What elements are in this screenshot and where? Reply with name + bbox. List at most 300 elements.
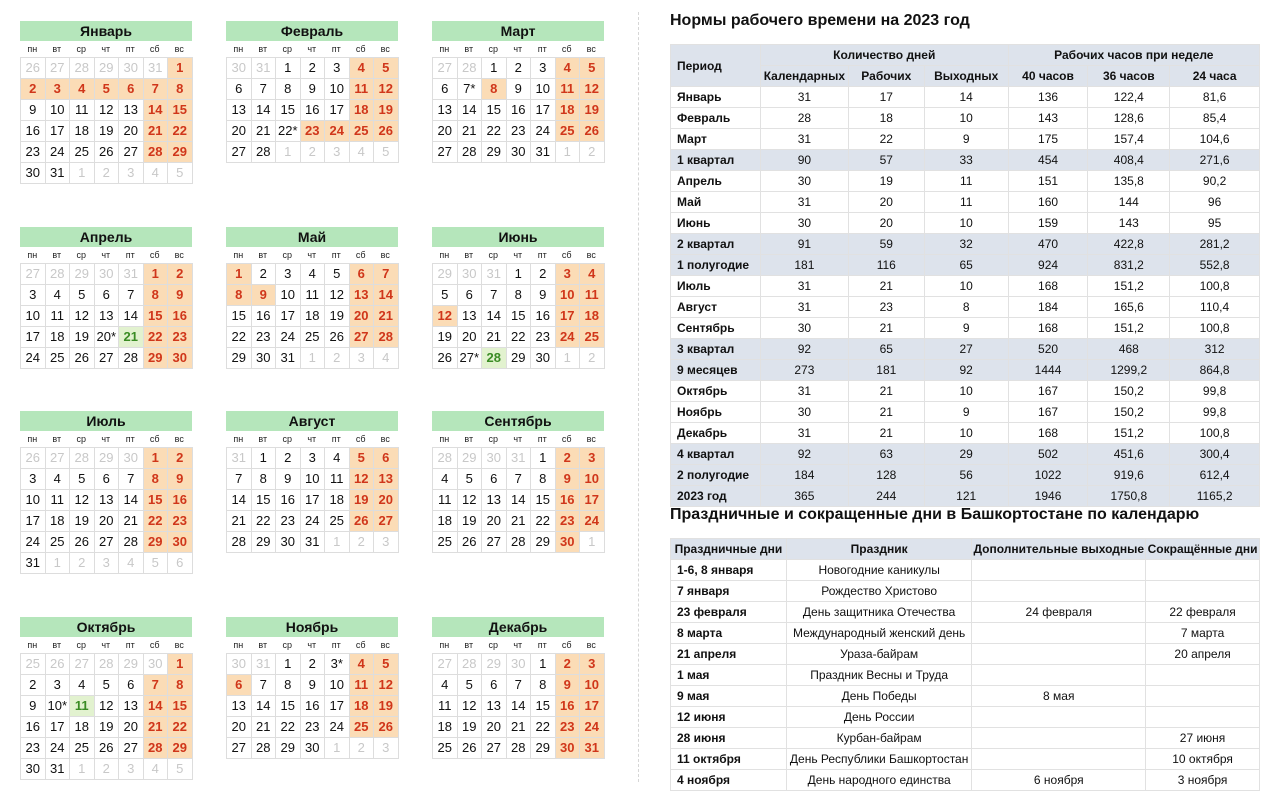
workday-cell: 30 — [531, 348, 556, 369]
value-cell: 454 — [1008, 150, 1088, 171]
month-calendar — [226, 617, 398, 759]
days-grid — [432, 263, 605, 369]
value-cell: 90,2 — [1170, 171, 1260, 192]
value-cell: 20 — [848, 213, 924, 234]
adjacent-month-day: 3 — [374, 738, 399, 759]
column-divider — [638, 12, 639, 782]
workday-cell: 26 — [70, 348, 95, 369]
weekday-label: сб — [149, 44, 160, 54]
period-cell: 9 месяцев — [671, 360, 761, 381]
workday-cell: 25 — [433, 738, 458, 759]
workday-cell: 17 — [21, 327, 46, 348]
day-off-cell: 2 — [556, 448, 581, 469]
period-cell: Январь — [671, 87, 761, 108]
day-off-cell: 14 — [144, 100, 169, 121]
workday-cell: 10 — [46, 100, 71, 121]
workday-cell: 15 — [252, 490, 277, 511]
day-off-cell: 23 — [556, 511, 581, 532]
day-off-cell: 17 — [556, 306, 581, 327]
extra-day-off-cell: 24 февраля — [972, 602, 1146, 623]
workday-cell: 17 — [325, 696, 350, 717]
workday-cell: 17 — [21, 511, 46, 532]
holiday-row — [671, 686, 1260, 707]
value-cell: 168 — [1008, 276, 1088, 297]
value-cell: 10 — [924, 213, 1008, 234]
weekday-label: чт — [513, 44, 523, 54]
workday-cell: 6 — [433, 79, 458, 100]
workday-cell: 29 — [531, 532, 556, 553]
month-title: Сентябрь — [432, 411, 604, 431]
workday-cell: 18 — [433, 717, 458, 738]
day-off-cell: 8 — [144, 469, 169, 490]
workday-cell: 21 — [252, 121, 277, 142]
adjacent-month-day: 30 — [144, 654, 169, 675]
day-off-cell: 27 — [374, 511, 399, 532]
value-cell: 150,2 — [1088, 402, 1170, 423]
day-off-cell: 10 — [580, 469, 605, 490]
adjacent-month-day: 28 — [458, 58, 483, 79]
holiday-date-cell: 12 июня — [671, 707, 787, 728]
value-cell: 300,4 — [1170, 444, 1260, 465]
workday-cell: 22 — [531, 717, 556, 738]
day-off-cell: 3 — [556, 264, 581, 285]
adjacent-month-day: 30 — [227, 58, 252, 79]
value-cell: 29 — [924, 444, 1008, 465]
adjacent-month-day: 1 — [325, 738, 350, 759]
value-cell: 30 — [760, 171, 848, 192]
workday-cell: 25 — [46, 532, 71, 553]
workday-cell: 25 — [325, 511, 350, 532]
day-off-cell: 18 — [350, 100, 375, 121]
weekday-label: пн — [439, 250, 450, 260]
day-off-cell: 11 — [350, 79, 375, 100]
workday-cell: 25 — [46, 348, 71, 369]
day-off-cell: 17 — [580, 696, 605, 717]
workday-cell: 7 — [252, 79, 277, 100]
workday-cell: 23 — [276, 511, 301, 532]
workday-cell: 31 — [301, 532, 326, 553]
workday-cell: 23 — [21, 738, 46, 759]
workday-cell: 8 — [531, 675, 556, 696]
holiday-name-cell: Курбан-байрам — [786, 728, 972, 749]
day-off-cell: 24 — [580, 511, 605, 532]
adjacent-month-day: 1 — [556, 142, 581, 163]
value-cell: 552,8 — [1170, 255, 1260, 276]
weekday-label: ср — [76, 250, 86, 260]
weekday-label: пт — [537, 44, 547, 54]
value-cell: 831,2 — [1088, 255, 1170, 276]
days-grid — [432, 653, 605, 759]
adjacent-month-day: 28 — [70, 448, 95, 469]
adjacent-month-day: 30 — [507, 654, 532, 675]
day-off-cell: 9 — [556, 469, 581, 490]
adjacent-month-day: 3 — [119, 163, 144, 184]
days-grid — [432, 57, 605, 163]
day-off-cell: 1 — [144, 264, 169, 285]
day-off-cell: 18 — [580, 306, 605, 327]
day-off-cell: 5 — [95, 79, 120, 100]
day-off-cell: 19 — [580, 100, 605, 121]
weekday-header — [226, 41, 398, 57]
value-cell: 95 — [1170, 213, 1260, 234]
workday-cell: 13 — [95, 306, 120, 327]
workday-cell: 10* — [46, 696, 71, 717]
value-cell: 85,4 — [1170, 108, 1260, 129]
workday-cell: 8 — [252, 469, 277, 490]
weekday-label: вт — [258, 44, 268, 54]
value-cell: 924 — [1008, 255, 1088, 276]
holiday-date-cell: 11 октября — [671, 749, 787, 770]
weekday-label: вт — [52, 640, 62, 650]
adjacent-month-day: 4 — [374, 348, 399, 369]
month-row — [671, 318, 1260, 339]
workday-cell: 6 — [95, 469, 120, 490]
workday-cell: 24 — [46, 142, 71, 163]
adjacent-month-day: 29 — [119, 654, 144, 675]
workday-cell: 26 — [433, 348, 458, 369]
workday-cell: 2 — [301, 58, 326, 79]
days-grid — [20, 57, 193, 184]
weekday-header — [226, 431, 398, 447]
workday-cell: 12 — [95, 100, 120, 121]
value-cell: 91 — [760, 234, 848, 255]
month-calendar — [432, 411, 604, 553]
adjacent-month-day: 30 — [458, 264, 483, 285]
day-off-cell: 31 — [580, 738, 605, 759]
day-off-cell: 2 — [168, 264, 193, 285]
workday-cell: 28 — [252, 738, 277, 759]
workday-cell: 11 — [433, 490, 458, 511]
workday-cell: 2 — [507, 58, 532, 79]
month-row — [671, 297, 1260, 318]
day-off-cell: 15 — [144, 490, 169, 511]
day-off-cell: 26 — [374, 717, 399, 738]
workday-cell: 14 — [507, 490, 532, 511]
weekday-label: пн — [439, 44, 450, 54]
value-cell: 31 — [760, 423, 848, 444]
adjacent-month-day: 31 — [507, 448, 532, 469]
weekday-label: ср — [488, 640, 498, 650]
workday-cell: 29 — [252, 532, 277, 553]
workday-cell: 4 — [325, 448, 350, 469]
value-cell: 175 — [1008, 129, 1088, 150]
workday-cell: 18 — [70, 121, 95, 142]
adjacent-month-day: 1 — [301, 348, 326, 369]
workday-cell: 22 — [482, 121, 507, 142]
workday-cell: 20 — [433, 121, 458, 142]
workday-cell: 17 — [531, 100, 556, 121]
month-calendar — [20, 617, 192, 780]
value-cell: 165,6 — [1088, 297, 1170, 318]
adjacent-month-day: 27 — [46, 448, 71, 469]
day-off-cell: 17 — [580, 490, 605, 511]
workday-cell: 7 — [482, 285, 507, 306]
value-cell: 31 — [760, 129, 848, 150]
day-off-cell: 9 — [168, 285, 193, 306]
holiday-date-cell: 23 февраля — [671, 602, 787, 623]
holiday-name-cell: День народного единства — [786, 770, 972, 791]
weekday-label: сб — [355, 640, 366, 650]
holiday-name-cell: Международный женский день — [786, 623, 972, 644]
month-calendar — [432, 227, 604, 369]
adjacent-month-day: 1 — [70, 163, 95, 184]
weekday-header — [20, 431, 192, 447]
weekday-label: сб — [561, 44, 572, 54]
day-off-cell: 20 — [350, 306, 375, 327]
workday-cell: 22 — [531, 511, 556, 532]
period-cell: Ноябрь — [671, 402, 761, 423]
workday-cell: 14 — [458, 100, 483, 121]
value-cell: 116 — [848, 255, 924, 276]
workday-cell: 18 — [433, 511, 458, 532]
value-cell: 17 — [848, 87, 924, 108]
weekday-label: ср — [488, 44, 498, 54]
weekday-label: чт — [307, 434, 317, 444]
workday-cell: 25 — [433, 532, 458, 553]
workday-cell: 4 — [301, 264, 326, 285]
workday-cell: 9 — [301, 675, 326, 696]
value-cell: 151,2 — [1088, 276, 1170, 297]
value-cell: 30 — [760, 318, 848, 339]
adjacent-month-day: 27 — [70, 654, 95, 675]
workday-cell: 20 — [482, 717, 507, 738]
workday-cell: 25 — [70, 142, 95, 163]
header-days: Количество дней — [760, 45, 1008, 66]
weekday-label: вт — [464, 44, 474, 54]
day-off-cell: 6 — [119, 79, 144, 100]
adjacent-month-day: 28 — [433, 448, 458, 469]
workday-cell: 1 — [531, 654, 556, 675]
day-off-cell: 30 — [168, 348, 193, 369]
weekday-label: пн — [27, 44, 38, 54]
adjacent-month-day: 30 — [95, 264, 120, 285]
workday-cell: 31 — [276, 348, 301, 369]
header-holiday-dates: Праздничные дни — [671, 539, 787, 560]
workday-cell: 19 — [325, 306, 350, 327]
value-cell: 281,2 — [1170, 234, 1260, 255]
day-off-cell: 18 — [556, 100, 581, 121]
subheader-24h: 24 часа — [1170, 66, 1260, 87]
workday-cell: 22 — [227, 327, 252, 348]
day-off-cell: 8 — [227, 285, 252, 306]
workday-cell: 25 — [70, 738, 95, 759]
value-cell: 30 — [760, 402, 848, 423]
value-cell: 136 — [1008, 87, 1088, 108]
workday-cell: 2 — [252, 264, 277, 285]
adjacent-month-day: 2 — [350, 532, 375, 553]
value-cell: 81,6 — [1170, 87, 1260, 108]
value-cell: 9 — [924, 402, 1008, 423]
weekday-label: пт — [331, 434, 341, 444]
adjacent-month-day: 27 — [433, 654, 458, 675]
workday-cell: 10 — [276, 285, 301, 306]
weekday-label: пт — [125, 640, 135, 650]
adjacent-month-day: 2 — [580, 348, 605, 369]
workday-cell: 16 — [507, 100, 532, 121]
workday-cell: 13 — [227, 696, 252, 717]
weekday-label: сб — [149, 434, 160, 444]
header-hours: Рабочих часов при неделе — [1008, 45, 1259, 66]
holiday-name-cell: Ураза-байрам — [786, 644, 972, 665]
period-cell: Декабрь — [671, 423, 761, 444]
workday-cell: 23 — [531, 327, 556, 348]
workday-cell: 30 — [276, 532, 301, 553]
weekday-label: пт — [537, 250, 547, 260]
period-cell: Октябрь — [671, 381, 761, 402]
value-cell: 99,8 — [1170, 381, 1260, 402]
workday-cell: 24 — [531, 121, 556, 142]
value-cell: 144 — [1088, 192, 1170, 213]
holiday-date-cell: 9 мая — [671, 686, 787, 707]
adjacent-month-day: 31 — [119, 264, 144, 285]
value-cell: 92 — [760, 339, 848, 360]
holiday-date-cell: 28 июня — [671, 728, 787, 749]
workday-cell: 24 — [21, 532, 46, 553]
workday-cell: 27 — [95, 532, 120, 553]
workday-cell: 15 — [507, 306, 532, 327]
workday-cell: 22* — [276, 121, 301, 142]
workday-cell: 26 — [458, 532, 483, 553]
value-cell: 1022 — [1008, 465, 1088, 486]
workday-cell: 20* — [95, 327, 120, 348]
month-row — [671, 108, 1260, 129]
day-off-cell: 29 — [168, 738, 193, 759]
holiday-name-cell: День Республики Башкортостан — [786, 749, 972, 770]
value-cell: 312 — [1170, 339, 1260, 360]
summary-row — [671, 486, 1260, 507]
workday-cell: 19 — [95, 717, 120, 738]
holiday-name-cell: День защитника Отечества — [786, 602, 972, 623]
workday-cell: 10 — [531, 79, 556, 100]
weekday-label: сб — [561, 250, 572, 260]
adjacent-month-day: 27 — [433, 58, 458, 79]
value-cell: 864,8 — [1170, 360, 1260, 381]
month-calendar — [20, 21, 192, 184]
workday-cell: 1 — [482, 58, 507, 79]
workday-cell: 3 — [46, 675, 71, 696]
holiday-date-cell: 4 ноября — [671, 770, 787, 791]
workday-cell: 4 — [433, 469, 458, 490]
day-off-cell: 7 — [144, 675, 169, 696]
value-cell: 21 — [848, 276, 924, 297]
value-cell: 1299,2 — [1088, 360, 1170, 381]
day-off-cell: 7 — [374, 264, 399, 285]
extra-day-off-cell — [972, 749, 1146, 770]
value-cell: 100,8 — [1170, 423, 1260, 444]
work-hours-table — [670, 44, 1260, 507]
summary-row — [671, 234, 1260, 255]
workday-cell: 7 — [119, 285, 144, 306]
holiday-date-cell: 21 апреля — [671, 644, 787, 665]
weekday-label: ср — [76, 434, 86, 444]
value-cell: 31 — [760, 381, 848, 402]
day-off-cell: 7 — [144, 79, 169, 100]
adjacent-month-day: 1 — [325, 532, 350, 553]
workday-cell: 30 — [301, 738, 326, 759]
weekday-label: вс — [174, 44, 184, 54]
adjacent-month-day: 30 — [119, 448, 144, 469]
holiday-row — [671, 728, 1260, 749]
workday-cell: 4 — [70, 675, 95, 696]
extra-day-off-cell: 8 мая — [972, 686, 1146, 707]
workday-cell: 7* — [458, 79, 483, 100]
weekday-label: пт — [331, 250, 341, 260]
workday-cell: 7 — [252, 675, 277, 696]
day-off-cell: 15 — [144, 306, 169, 327]
value-cell: 57 — [848, 150, 924, 171]
weekday-label: вс — [586, 44, 596, 54]
adjacent-month-day: 25 — [21, 654, 46, 675]
workday-cell: 29 — [482, 142, 507, 163]
workday-cell: 16 — [301, 100, 326, 121]
value-cell: 59 — [848, 234, 924, 255]
workday-cell: 5 — [70, 469, 95, 490]
workday-cell: 9 — [21, 696, 46, 717]
weekday-label: пт — [125, 250, 135, 260]
value-cell: 168 — [1008, 318, 1088, 339]
value-cell: 143 — [1088, 213, 1170, 234]
workday-cell: 22 — [507, 327, 532, 348]
value-cell: 168 — [1008, 423, 1088, 444]
workday-cell: 13 — [482, 696, 507, 717]
workday-cell: 29 — [227, 348, 252, 369]
value-cell: 150,2 — [1088, 381, 1170, 402]
month-title: Август — [226, 411, 398, 431]
workday-cell: 3 — [531, 58, 556, 79]
workday-cell: 23 — [21, 142, 46, 163]
workday-cell: 18 — [70, 717, 95, 738]
workday-cell: 11 — [46, 490, 71, 511]
weekday-label: вс — [174, 640, 184, 650]
day-off-cell: 23 — [168, 327, 193, 348]
day-off-cell: 30 — [556, 738, 581, 759]
adjacent-month-day: 26 — [21, 448, 46, 469]
month-title: Октябрь — [20, 617, 192, 637]
value-cell: 151 — [1008, 171, 1088, 192]
day-off-cell: 21 — [144, 717, 169, 738]
holidays-title: Праздничные и сокращенные дни в Башкортостане по календарю — [670, 506, 1200, 523]
weekday-label: ср — [282, 640, 292, 650]
workday-cell: 11 — [325, 469, 350, 490]
workday-cell: 23 — [507, 121, 532, 142]
day-off-cell: 29 — [144, 348, 169, 369]
workday-cell: 2 — [21, 675, 46, 696]
value-cell: 612,4 — [1170, 465, 1260, 486]
workday-cell: 30 — [252, 348, 277, 369]
workday-cell: 3 — [325, 58, 350, 79]
adjacent-month-day: 30 — [119, 58, 144, 79]
weekday-label: сб — [561, 434, 572, 444]
value-cell: 31 — [760, 192, 848, 213]
workday-cell: 29 — [507, 348, 532, 369]
workday-cell: 6 — [458, 285, 483, 306]
weekday-label: чт — [513, 434, 523, 444]
workday-cell: 27 — [119, 142, 144, 163]
holiday-row — [671, 749, 1260, 770]
workday-cell: 13 — [95, 490, 120, 511]
value-cell: 167 — [1008, 381, 1088, 402]
weekday-label: ср — [488, 250, 498, 260]
adjacent-month-day: 31 — [252, 58, 277, 79]
weekday-label: чт — [101, 640, 111, 650]
workday-cell: 8 — [276, 675, 301, 696]
day-off-cell: 16 — [168, 306, 193, 327]
workday-cell: 6 — [95, 285, 120, 306]
month-title: Май — [226, 227, 398, 247]
weekday-label: пн — [27, 250, 38, 260]
workday-cell: 11 — [46, 306, 71, 327]
value-cell: 9 — [924, 129, 1008, 150]
